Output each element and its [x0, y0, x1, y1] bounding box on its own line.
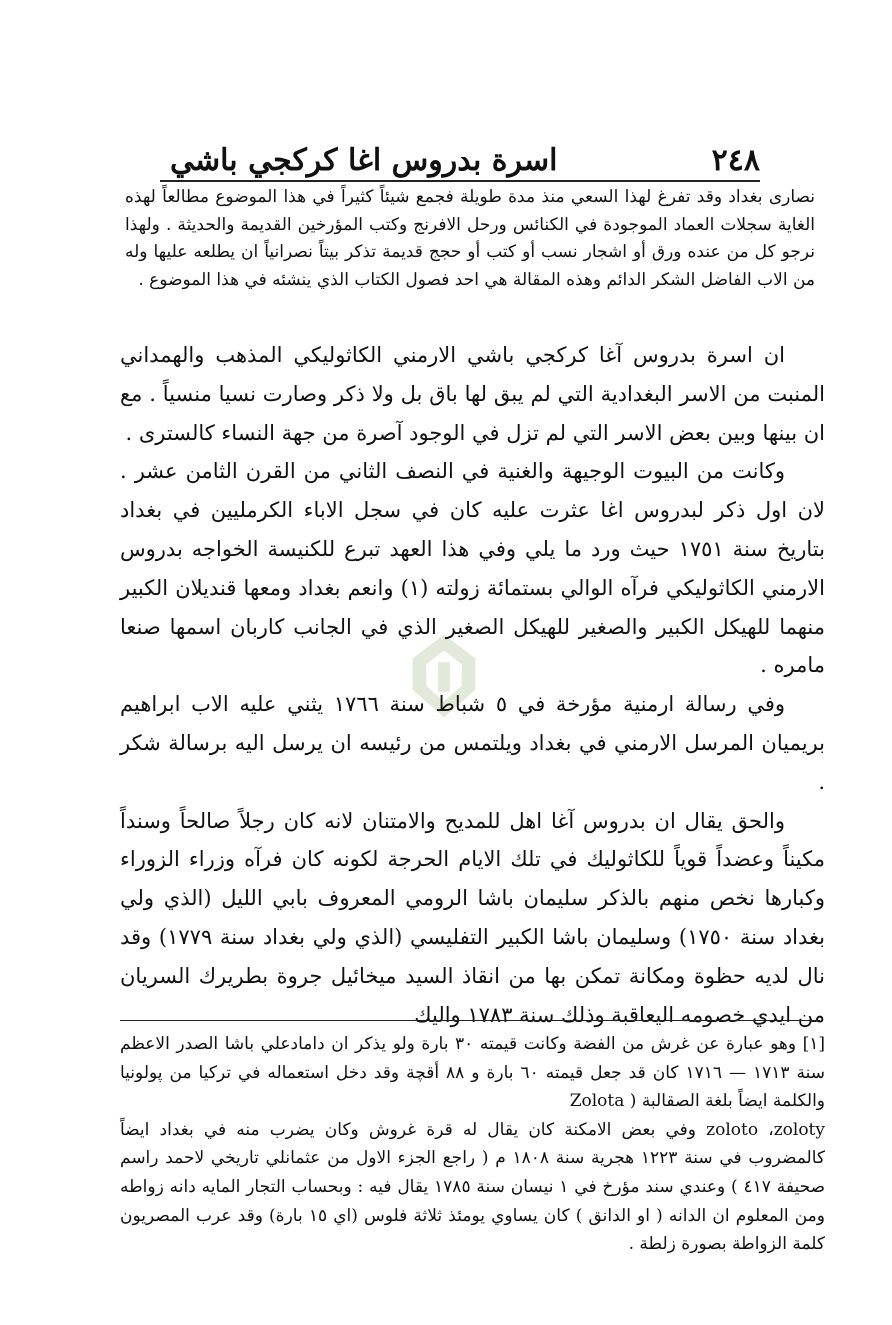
header-rule: [160, 180, 760, 182]
footnotes: [120, 1030, 825, 1259]
footnote-rule: [120, 1020, 820, 1021]
body-paragraph: ان اسرة بدروس آغا كركجي باشي الارمني الكاثوليكي المذهب والهمداني المنبت من الاسر البغدادية التي لم يبق لها باق بل ولا ذكر وصارت نسيا منسياً . مع ان بينها وبين بعض الاسر التي لم تزل في الوجود آصرة من جهة النساء كالسترى .: [120, 343, 825, 445]
body-paragraph: وكانت من البيوت الوجيهة والغنية في النصف الثاني من القرن الثامن عشر . لان اول ذكر لبدروس اغا عثرت عليه كان في سجل الاباء الكرمليين في بغداد بتاريخ سنة ١٧٥١ حيث ورد ما يلي وفي هذا العهد تبرع للكنيسة الخواجه بدروس الارمني الكاثوليكي فرآه الوالي بستمائة زولته (١) وانعم بغداد ومعها قنديلان الكبير منهما للهيكل الكبير والصغير للهيكل الصغير الذي في الجانب كاربان اسمها صنعا مامره .: [120, 459, 825, 678]
body-paragraph: وفي رسالة ارمنية مؤرخة في ٥ شباط سنة ١٧٦٦ يثني عليه الاب ابراهيم بريميان المرسل الارمني في بغداد ويلتمس من رئيسه ان يرسل اليه برسالة شكر .: [120, 692, 825, 794]
footnote-text: [١] وهو عبارة عن غرش من الفضة وكانت قيمته ٣٠ بارة ولو يذكر ان دامادعلي باشا الصدر الاعظم سنة ١٧١٣ — ١٧١٦ كان قد جعل قيمته ٦٠ بارة و ٨٨ أقچة وقد دخل استعماله في تركيا من پولونيا والكلمة ايضاً بلغة الصقالبة ( Zolota: [120, 1034, 825, 1112]
intro-paragraph: نصارى بغداد وقد تفرغ لهذا السعي منذ مدة طويلة فجمع شيئاً كثيراً في هذا الموضوع مطالعاً لهذه الغاية سجلات العماد الموجودة في الكنائس ورحل الافرنج وكتب المؤرخين القديمة والحديثة . ولهذا نرجو كل من عنده ورق أو اشجار نسب أو كتب أو حجج قديمة تذكر بيتاً نصرانياً ان يطلعه عليها وله من الاب الفاضل الشكر الدائم وهذه المقالة هي احد فصول الكتاب الذي ينشئه في هذا الموضوع .: [125, 187, 815, 290]
footnote-text: zoloto ،zoloty وفي بعض الامكنة كان يقال له قرة غروش وكان يضرب منه في بغداد ايضاً كالمضروب في سنة ١٢٢٣ هجرية سنة ١٨٠٨ م ( راجع الجزء الاول من عثمانلي تاريخي لاحمد راسم صحيفة ٤١٧ ) وعندي سند مؤرخ في ١ نيسان سنة ١٧٨٥ يقال فيه : وبحساب التجار المايه دانه زواطه ومن المعلوم ان الدانه ( او الدانق ) كان يساوي يومئذ ثلاثة فلوس (اي ١٥ بارة) وقد عرب المصريون كلمة الزواطة بصورة زلطة .: [120, 1119, 826, 1255]
running-title: اسرة بدروس اغا كركجي باشي: [170, 143, 558, 178]
page-number: ٢٤٨: [711, 143, 760, 178]
page-header: [170, 118, 760, 178]
main-text: [120, 336, 825, 1034]
body-paragraph: والحق يقال ان بدروس آغا اهل للمديح والامتنان لانه كان رجلاً صالحاً وسنداً مكيناً وعضداً قوياً للكاثوليك في تلك الايام الحرجة لكونه كان فرآه وزراء الزوراء وكبارها نخص منهم بالذكر سليمان باشا الرومي المعروف بابي الليل (الذي ولي بغداد سنة ١٧٥٠) وسليمان باشا الكبير التفليسي (الذي ولي بغداد سنة ١٧٧٩) وقد نال لديه حظوة ومكانة تمكن بها من انقاذ السيد ميخائيل جروة بطريرك السريان من ايدي خصومه اليعاقبة وذلك سنة ١٧٨٣ واليك: [120, 808, 825, 1027]
